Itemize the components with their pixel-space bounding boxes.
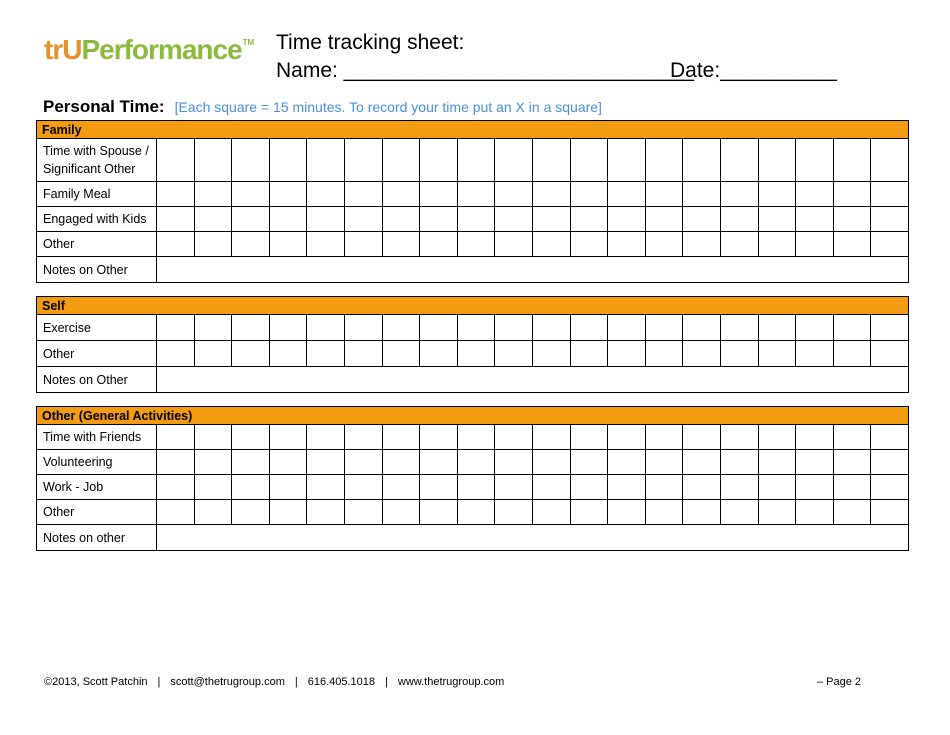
table-row — [37, 207, 909, 232]
footer — [44, 676, 504, 688]
time-square[interactable] — [608, 232, 646, 257]
family-section-header: Family — [37, 121, 909, 139]
time-square[interactable] — [382, 315, 420, 341]
time-square[interactable] — [344, 450, 382, 475]
time-square[interactable] — [157, 232, 195, 257]
time-square[interactable] — [645, 425, 683, 450]
time-square[interactable] — [194, 425, 232, 450]
time-square[interactable] — [157, 425, 195, 450]
time-square[interactable] — [307, 207, 345, 232]
time-square[interactable] — [570, 182, 608, 207]
table-row — [37, 425, 909, 450]
time-square[interactable] — [720, 182, 758, 207]
time-square[interactable] — [420, 500, 458, 525]
time-square[interactable] — [720, 232, 758, 257]
time-square[interactable] — [645, 207, 683, 232]
time-square[interactable] — [157, 475, 195, 500]
time-square[interactable] — [457, 500, 495, 525]
footer-copyright: ©2013, Scott Patchin — [44, 676, 148, 688]
time-square[interactable] — [645, 139, 683, 182]
time-square[interactable] — [457, 341, 495, 367]
time-square[interactable] — [871, 315, 909, 341]
notes-input[interactable] — [157, 525, 909, 551]
time-square[interactable] — [570, 207, 608, 232]
time-square[interactable] — [796, 425, 834, 450]
time-square[interactable] — [608, 182, 646, 207]
other-activities-table — [36, 406, 909, 551]
time-square[interactable] — [720, 475, 758, 500]
time-square[interactable] — [871, 475, 909, 500]
time-square[interactable] — [645, 475, 683, 500]
time-square[interactable] — [758, 207, 796, 232]
time-square[interactable] — [157, 450, 195, 475]
personal-time-label: Personal Time: — [43, 97, 165, 116]
time-square[interactable] — [758, 232, 796, 257]
time-square[interactable] — [683, 425, 721, 450]
time-square[interactable] — [232, 182, 270, 207]
row-label-volunteering: Volunteering — [37, 450, 157, 475]
time-square[interactable] — [796, 341, 834, 367]
time-square[interactable] — [570, 500, 608, 525]
time-square[interactable] — [307, 341, 345, 367]
time-square[interactable] — [344, 232, 382, 257]
sheet-title: Time tracking sheet: — [276, 31, 465, 54]
time-square[interactable] — [495, 425, 533, 450]
time-square[interactable] — [758, 500, 796, 525]
row-label-engaged-with-kids: Engaged with Kids — [37, 207, 157, 232]
table-row — [37, 500, 909, 525]
time-square[interactable] — [269, 475, 307, 500]
time-square[interactable] — [382, 450, 420, 475]
time-square[interactable] — [871, 207, 909, 232]
logo-performance: Performance — [81, 34, 242, 65]
time-square[interactable] — [157, 207, 195, 232]
time-square[interactable] — [157, 182, 195, 207]
time-square[interactable] — [157, 341, 195, 367]
time-square[interactable] — [570, 425, 608, 450]
time-square[interactable] — [382, 475, 420, 500]
table-row — [37, 341, 909, 367]
logo-trademark: TM — [242, 38, 255, 47]
table-row — [37, 139, 909, 182]
time-square[interactable] — [871, 182, 909, 207]
time-square[interactable] — [871, 232, 909, 257]
time-square[interactable] — [495, 232, 533, 257]
time-square[interactable] — [608, 315, 646, 341]
time-square[interactable] — [307, 182, 345, 207]
time-square[interactable] — [194, 500, 232, 525]
time-square[interactable] — [720, 500, 758, 525]
time-square[interactable] — [194, 475, 232, 500]
table-row — [37, 450, 909, 475]
time-square[interactable] — [269, 425, 307, 450]
time-square[interactable] — [758, 139, 796, 182]
time-square[interactable] — [758, 450, 796, 475]
time-square[interactable] — [833, 139, 871, 182]
time-square[interactable] — [720, 450, 758, 475]
time-square[interactable] — [269, 450, 307, 475]
time-square[interactable] — [833, 315, 871, 341]
time-square[interactable] — [307, 315, 345, 341]
time-square[interactable] — [382, 182, 420, 207]
time-square[interactable] — [683, 182, 721, 207]
table-row — [37, 315, 909, 341]
footer-separator: | — [157, 676, 161, 688]
time-square[interactable] — [232, 139, 270, 182]
time-square[interactable] — [269, 315, 307, 341]
time-square[interactable] — [683, 139, 721, 182]
time-square[interactable] — [833, 182, 871, 207]
footer-email-link[interactable]: scott@thetrugroup.com — [170, 676, 285, 688]
time-square[interactable] — [232, 450, 270, 475]
footer-website-link[interactable]: www.thetrugroup.com — [397, 676, 505, 688]
time-square[interactable] — [570, 232, 608, 257]
time-square[interactable] — [232, 232, 270, 257]
table-row — [37, 232, 909, 257]
time-square[interactable] — [495, 450, 533, 475]
time-square[interactable] — [683, 315, 721, 341]
time-square[interactable] — [532, 207, 570, 232]
time-square[interactable] — [420, 475, 458, 500]
time-square[interactable] — [608, 475, 646, 500]
time-square[interactable] — [232, 341, 270, 367]
time-square[interactable] — [420, 207, 458, 232]
time-square[interactable] — [608, 341, 646, 367]
time-square[interactable] — [382, 207, 420, 232]
table-row — [37, 525, 909, 551]
time-square[interactable] — [382, 500, 420, 525]
time-square[interactable] — [720, 207, 758, 232]
time-square[interactable] — [796, 450, 834, 475]
time-square[interactable] — [157, 315, 195, 341]
time-square[interactable] — [871, 500, 909, 525]
time-square[interactable] — [307, 500, 345, 525]
time-square[interactable] — [457, 139, 495, 182]
time-square[interactable] — [194, 341, 232, 367]
time-square[interactable] — [194, 139, 232, 182]
footer-separator: | — [385, 676, 388, 688]
time-square[interactable] — [194, 207, 232, 232]
time-square[interactable] — [570, 450, 608, 475]
time-square[interactable] — [495, 475, 533, 500]
time-square[interactable] — [758, 425, 796, 450]
time-square[interactable] — [344, 182, 382, 207]
time-square[interactable] — [344, 315, 382, 341]
time-square[interactable] — [344, 139, 382, 182]
time-square[interactable] — [758, 182, 796, 207]
time-square[interactable] — [645, 341, 683, 367]
personal-time-instruction: [Each square = 15 minutes. To record your time put an X in a square] — [174, 99, 602, 115]
time-square[interactable] — [645, 182, 683, 207]
time-square[interactable] — [344, 341, 382, 367]
time-square[interactable] — [344, 207, 382, 232]
time-square[interactable] — [269, 139, 307, 182]
family-table — [36, 120, 909, 283]
time-square[interactable] — [833, 341, 871, 367]
time-square[interactable] — [307, 139, 345, 182]
row-label-other: Other — [37, 341, 157, 367]
time-square[interactable] — [758, 315, 796, 341]
footer-separator: | — [294, 676, 298, 688]
time-square[interactable] — [608, 500, 646, 525]
footer-phone: 616.405.1018 — [307, 676, 376, 688]
time-square[interactable] — [232, 500, 270, 525]
time-square[interactable] — [382, 425, 420, 450]
time-square[interactable] — [608, 207, 646, 232]
row-label-other: Other — [37, 232, 157, 257]
time-square[interactable] — [570, 139, 608, 182]
time-square[interactable] — [683, 232, 721, 257]
time-square[interactable] — [269, 207, 307, 232]
notes-input[interactable] — [157, 257, 909, 283]
time-square[interactable] — [495, 207, 533, 232]
time-square[interactable] — [532, 341, 570, 367]
time-square[interactable] — [608, 139, 646, 182]
time-square[interactable] — [232, 475, 270, 500]
time-square[interactable] — [720, 315, 758, 341]
time-square[interactable] — [796, 232, 834, 257]
personal-time-heading — [43, 97, 602, 117]
time-square[interactable] — [683, 475, 721, 500]
time-square[interactable] — [871, 139, 909, 182]
row-label-notes-on-other: Notes on Other — [37, 367, 157, 393]
time-square[interactable] — [307, 475, 345, 500]
time-square[interactable] — [833, 500, 871, 525]
time-square[interactable] — [457, 425, 495, 450]
time-square[interactable] — [683, 500, 721, 525]
row-label-work-job: Work - Job — [37, 475, 157, 500]
page-number: – Page 2 — [817, 676, 862, 688]
time-square[interactable] — [269, 232, 307, 257]
time-square[interactable] — [232, 207, 270, 232]
time-square[interactable] — [307, 232, 345, 257]
time-square[interactable] — [608, 425, 646, 450]
time-square[interactable] — [269, 182, 307, 207]
time-square[interactable] — [307, 425, 345, 450]
time-square[interactable] — [194, 450, 232, 475]
time-square[interactable] — [495, 139, 533, 182]
time-square[interactable] — [269, 341, 307, 367]
time-square[interactable] — [420, 139, 458, 182]
time-square[interactable] — [420, 315, 458, 341]
time-square[interactable] — [570, 475, 608, 500]
time-square[interactable] — [344, 425, 382, 450]
date-field[interactable]: Date:__________ — [670, 59, 837, 82]
logo-tru: trU — [44, 34, 82, 65]
time-square[interactable] — [194, 182, 232, 207]
time-square[interactable] — [833, 207, 871, 232]
row-label-exercise: Exercise — [37, 315, 157, 341]
row-label-family-meal: Family Meal — [37, 182, 157, 207]
time-square[interactable] — [608, 450, 646, 475]
time-square[interactable] — [232, 315, 270, 341]
time-square[interactable] — [532, 232, 570, 257]
time-square[interactable] — [796, 500, 834, 525]
time-square[interactable] — [495, 315, 533, 341]
time-square[interactable] — [532, 315, 570, 341]
time-square[interactable] — [457, 232, 495, 257]
time-square[interactable] — [645, 232, 683, 257]
time-square[interactable] — [758, 341, 796, 367]
time-square[interactable] — [420, 182, 458, 207]
time-square[interactable] — [344, 500, 382, 525]
time-square[interactable] — [796, 475, 834, 500]
time-square[interactable] — [570, 341, 608, 367]
table-row — [37, 182, 909, 207]
row-label-notes-on-other: Notes on Other — [37, 257, 157, 283]
row-label-notes-on-other: Notes on other — [37, 525, 157, 551]
time-square[interactable] — [683, 207, 721, 232]
time-square[interactable] — [495, 341, 533, 367]
time-square[interactable] — [758, 475, 796, 500]
time-square[interactable] — [420, 341, 458, 367]
time-square[interactable] — [532, 475, 570, 500]
time-square[interactable] — [796, 182, 834, 207]
time-square[interactable] — [796, 139, 834, 182]
time-square[interactable] — [532, 500, 570, 525]
time-square[interactable] — [194, 315, 232, 341]
time-square[interactable] — [382, 232, 420, 257]
time-square[interactable] — [457, 475, 495, 500]
time-square[interactable] — [457, 315, 495, 341]
time-square[interactable] — [833, 232, 871, 257]
time-square[interactable] — [833, 425, 871, 450]
time-square[interactable] — [532, 450, 570, 475]
self-table — [36, 296, 909, 393]
time-square[interactable] — [495, 182, 533, 207]
time-square[interactable] — [420, 425, 458, 450]
time-square[interactable] — [269, 500, 307, 525]
time-square[interactable] — [833, 450, 871, 475]
time-square[interactable] — [532, 425, 570, 450]
time-square[interactable] — [382, 139, 420, 182]
time-square[interactable] — [344, 475, 382, 500]
time-square[interactable] — [457, 207, 495, 232]
other-activities-section-header: Other (General Activities) — [37, 407, 909, 425]
time-square[interactable] — [457, 450, 495, 475]
time-square[interactable] — [645, 450, 683, 475]
time-square[interactable] — [457, 182, 495, 207]
time-square[interactable] — [157, 139, 195, 182]
time-square[interactable] — [495, 500, 533, 525]
time-square[interactable] — [871, 450, 909, 475]
time-square[interactable] — [232, 425, 270, 450]
trupperformance-logo — [44, 34, 254, 68]
time-square[interactable] — [871, 341, 909, 367]
time-square[interactable] — [796, 315, 834, 341]
time-square[interactable] — [382, 341, 420, 367]
time-square[interactable] — [157, 500, 195, 525]
name-field[interactable]: Name: ______________________________ — [276, 59, 695, 82]
time-square[interactable] — [645, 315, 683, 341]
row-label-time-with-friends: Time with Friends — [37, 425, 157, 450]
time-square[interactable] — [570, 315, 608, 341]
time-square[interactable] — [307, 450, 345, 475]
row-label-time-with-spouse: Time with Spouse / Significant Other — [37, 139, 157, 182]
row-label-other: Other — [37, 500, 157, 525]
time-square[interactable] — [194, 232, 232, 257]
time-square[interactable] — [645, 500, 683, 525]
notes-input[interactable] — [157, 367, 909, 393]
time-square[interactable] — [420, 232, 458, 257]
time-square[interactable] — [720, 425, 758, 450]
time-square[interactable] — [683, 450, 721, 475]
time-square[interactable] — [532, 139, 570, 182]
time-square[interactable] — [796, 207, 834, 232]
time-square[interactable] — [683, 341, 721, 367]
time-square[interactable] — [720, 341, 758, 367]
time-square[interactable] — [871, 425, 909, 450]
time-square[interactable] — [720, 139, 758, 182]
table-row — [37, 475, 909, 500]
self-section-header: Self — [37, 297, 909, 315]
time-square[interactable] — [532, 182, 570, 207]
time-square[interactable] — [420, 450, 458, 475]
table-row — [37, 367, 909, 393]
table-row — [37, 257, 909, 283]
time-square[interactable] — [833, 475, 871, 500]
